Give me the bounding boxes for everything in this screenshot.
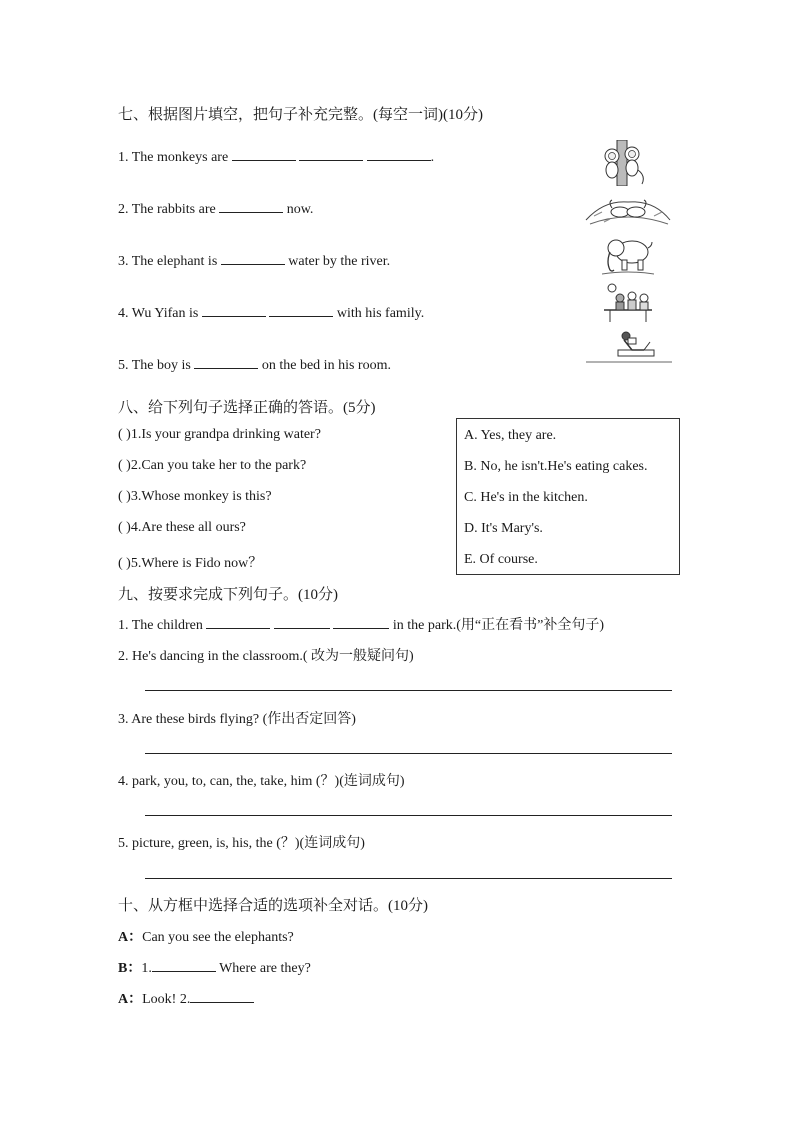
sec8-question-2: ( )2.Can you take her to the park? bbox=[118, 458, 307, 473]
answer-line[interactable] bbox=[145, 815, 672, 816]
sec8-question-1: ( )1.Is your grandpa drinking water? bbox=[118, 427, 321, 442]
answer-line[interactable] bbox=[145, 753, 672, 754]
blank[interactable] bbox=[232, 146, 296, 161]
answer-options-box bbox=[456, 418, 680, 575]
elephant-drinking-image bbox=[602, 234, 654, 276]
sec8-question-5: ( )5.Where is Fido now？ bbox=[118, 556, 263, 571]
rabbits-sleeping-image bbox=[584, 190, 672, 228]
sec9-question-3: 3. Are these birds flying? (作出否定回答) bbox=[118, 712, 356, 727]
answer-line[interactable] bbox=[145, 878, 672, 879]
blank[interactable] bbox=[206, 614, 270, 629]
blank[interactable] bbox=[202, 302, 266, 317]
sec8-question-3: ( )3.Whose monkey is this? bbox=[118, 489, 272, 504]
sec7-item-5: 5. The boy is on the bed in his room. bbox=[118, 354, 391, 374]
blank[interactable] bbox=[221, 250, 285, 265]
blank[interactable] bbox=[274, 614, 330, 629]
option-c: C. He's in the kitchen. bbox=[464, 490, 588, 505]
dialogue-line-2: B：1. Where are they? bbox=[118, 957, 311, 977]
section-8-title: 八、给下列句子选择正确的答语。(5分) bbox=[118, 400, 376, 416]
sec9-question-4: 4. park, you, to, can, the, take, him (？)(连词成句) bbox=[118, 774, 405, 789]
blank[interactable] bbox=[269, 302, 333, 317]
sec9-question-1: 1. The children in the park.(用“正在看书”补全句子) bbox=[118, 614, 604, 634]
monkeys-climbing-image bbox=[600, 140, 646, 186]
option-b: B. No, he isn't.He's eating cakes. bbox=[464, 459, 648, 474]
blank[interactable] bbox=[367, 146, 431, 161]
sec7-item-3: 3. The elephant is water by the river. bbox=[118, 250, 390, 270]
boy-reading-image bbox=[584, 328, 674, 364]
dialogue-line-3: A：Look! 2. bbox=[118, 988, 254, 1008]
blank[interactable] bbox=[299, 146, 363, 161]
sec9-question-2: 2. He's dancing in the classroom.( 改为一般疑问句) bbox=[118, 649, 414, 664]
blank[interactable] bbox=[333, 614, 389, 629]
sec7-item-4: 4. Wu Yifan is with his family. bbox=[118, 302, 424, 322]
sec8-question-4: ( )4.Are these all ours? bbox=[118, 520, 246, 535]
blank[interactable] bbox=[219, 198, 283, 213]
dialogue-line-1: A：Can you see the elephants? bbox=[118, 930, 294, 945]
family-eating-image bbox=[604, 282, 652, 324]
option-d: D. It's Mary's. bbox=[464, 521, 543, 536]
option-a: A. Yes, they are. bbox=[464, 428, 557, 443]
sec7-item-1: 1. The monkeys are . bbox=[118, 146, 434, 166]
blank[interactable] bbox=[194, 354, 258, 369]
section-10-title: 十、从方框中选择合适的选项补全对话。(10分) bbox=[118, 898, 428, 914]
answer-line[interactable] bbox=[145, 690, 672, 691]
blank[interactable] bbox=[190, 988, 254, 1003]
sec7-item-2: 2. The rabbits are now. bbox=[118, 198, 313, 218]
section-7-title: 七、根据图片填空，把句子补充完整。(每空一词)(10分) bbox=[118, 107, 483, 123]
section-9-title: 九、按要求完成下列句子。(10分) bbox=[118, 587, 338, 603]
sec9-question-5: 5. picture, green, is, his, the (？)(连词成句) bbox=[118, 836, 365, 851]
blank[interactable] bbox=[152, 957, 216, 972]
option-e: E. Of course. bbox=[464, 552, 538, 567]
